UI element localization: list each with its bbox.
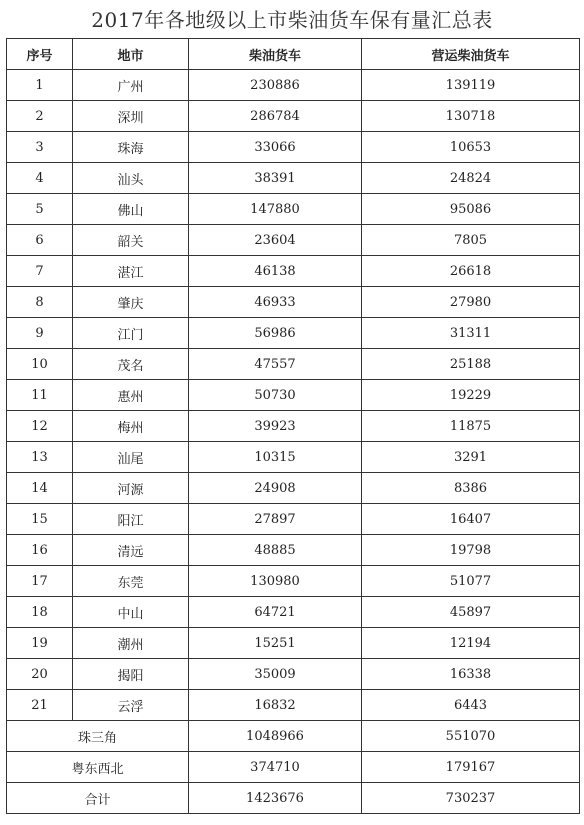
row-city: 梅州: [73, 411, 189, 442]
table-row: [7, 256, 580, 287]
table-row: [7, 349, 580, 380]
row-index: 17: [7, 566, 73, 597]
summary-commercial: 179167: [362, 752, 580, 783]
page-title: 2017年各地级以上市柴油货车保有量汇总表: [91, 8, 493, 32]
summary-row: [7, 721, 580, 752]
row-index: 1: [7, 70, 73, 101]
row-index: 2: [7, 101, 73, 132]
row-city: 清远: [73, 535, 189, 566]
table-row: [7, 566, 580, 597]
row-commercial: 10653: [362, 132, 580, 163]
row-diesel: 50730: [189, 380, 362, 411]
row-commercial: 16338: [362, 659, 580, 690]
row-index: 5: [7, 194, 73, 225]
table-header-row: [7, 39, 580, 70]
row-city: 河源: [73, 473, 189, 504]
row-index: 8: [7, 287, 73, 318]
row-index: 7: [7, 256, 73, 287]
table-row: [7, 504, 580, 535]
summary-commercial: 730237: [362, 783, 580, 814]
row-city: 揭阳: [73, 659, 189, 690]
row-index: 14: [7, 473, 73, 504]
row-diesel: 230886: [189, 70, 362, 101]
summary-label: 珠三角: [7, 721, 189, 752]
row-commercial: 24824: [362, 163, 580, 194]
row-commercial: 27980: [362, 287, 580, 318]
row-city: 中山: [73, 597, 189, 628]
table-row: [7, 318, 580, 349]
row-index: 18: [7, 597, 73, 628]
row-city: 深圳: [73, 101, 189, 132]
table-row: [7, 628, 580, 659]
row-commercial: 3291: [362, 442, 580, 473]
row-diesel: 15251: [189, 628, 362, 659]
row-commercial: 130718: [362, 101, 580, 132]
table-row: [7, 690, 580, 721]
row-index: 4: [7, 163, 73, 194]
table-row: [7, 597, 580, 628]
row-index: 9: [7, 318, 73, 349]
row-diesel: 48885: [189, 535, 362, 566]
row-city: 茂名: [73, 349, 189, 380]
row-commercial: 95086: [362, 194, 580, 225]
row-commercial: 25188: [362, 349, 580, 380]
table-row: [7, 225, 580, 256]
row-city: 惠州: [73, 380, 189, 411]
row-index: 3: [7, 132, 73, 163]
row-city: 韶关: [73, 225, 189, 256]
header-city: 地市: [73, 39, 189, 70]
row-city: 阳江: [73, 504, 189, 535]
row-city: 佛山: [73, 194, 189, 225]
row-city: 珠海: [73, 132, 189, 163]
row-diesel: 35009: [189, 659, 362, 690]
summary-label: 合计: [7, 783, 189, 814]
row-diesel: 16832: [189, 690, 362, 721]
row-commercial: 7805: [362, 225, 580, 256]
row-diesel: 64721: [189, 597, 362, 628]
row-index: 6: [7, 225, 73, 256]
row-diesel: 286784: [189, 101, 362, 132]
row-commercial: 139119: [362, 70, 580, 101]
summary-label: 粤东西北: [7, 752, 189, 783]
row-commercial: 51077: [362, 566, 580, 597]
header-diesel: 柴油货车: [189, 39, 362, 70]
row-city: 汕头: [73, 163, 189, 194]
row-commercial: 11875: [362, 411, 580, 442]
table-row: [7, 163, 580, 194]
row-diesel: 39923: [189, 411, 362, 442]
header-index: 序号: [7, 39, 73, 70]
row-city: 广州: [73, 70, 189, 101]
row-diesel: 27897: [189, 504, 362, 535]
row-index: 19: [7, 628, 73, 659]
row-diesel: 46933: [189, 287, 362, 318]
row-index: 16: [7, 535, 73, 566]
table-row: [7, 442, 580, 473]
summary-commercial: 551070: [362, 721, 580, 752]
table-row: [7, 194, 580, 225]
row-commercial: 26618: [362, 256, 580, 287]
summary-diesel: 1423676: [189, 783, 362, 814]
header-commercial: 营运柴油货车: [362, 39, 580, 70]
table-body: [7, 70, 580, 814]
row-index: 20: [7, 659, 73, 690]
row-commercial: 45897: [362, 597, 580, 628]
row-city: 东莞: [73, 566, 189, 597]
summary-row: [7, 783, 580, 814]
summary-diesel: 1048966: [189, 721, 362, 752]
row-city: 汕尾: [73, 442, 189, 473]
row-commercial: 19798: [362, 535, 580, 566]
row-diesel: 56986: [189, 318, 362, 349]
row-diesel: 33066: [189, 132, 362, 163]
summary-row: [7, 752, 580, 783]
table-row: [7, 132, 580, 163]
table-row: [7, 380, 580, 411]
table-row: [7, 535, 580, 566]
row-city: 潮州: [73, 628, 189, 659]
row-commercial: 19229: [362, 380, 580, 411]
diesel-truck-table: [6, 38, 580, 814]
row-index: 12: [7, 411, 73, 442]
row-diesel: 46138: [189, 256, 362, 287]
row-city: 江门: [73, 318, 189, 349]
table-row: [7, 101, 580, 132]
row-index: 15: [7, 504, 73, 535]
table-row: [7, 70, 580, 101]
row-commercial: 8386: [362, 473, 580, 504]
row-diesel: 10315: [189, 442, 362, 473]
row-commercial: 16407: [362, 504, 580, 535]
row-diesel: 38391: [189, 163, 362, 194]
row-diesel: 47557: [189, 349, 362, 380]
row-index: 13: [7, 442, 73, 473]
table-row: [7, 659, 580, 690]
row-city: 肇庆: [73, 287, 189, 318]
row-commercial: 31311: [362, 318, 580, 349]
row-index: 11: [7, 380, 73, 411]
table-row: [7, 473, 580, 504]
row-index: 21: [7, 690, 73, 721]
row-diesel: 24908: [189, 473, 362, 504]
row-city: 湛江: [73, 256, 189, 287]
row-diesel: 147880: [189, 194, 362, 225]
row-city: 云浮: [73, 690, 189, 721]
table-row: [7, 287, 580, 318]
row-index: 10: [7, 349, 73, 380]
table-row: [7, 411, 580, 442]
row-commercial: 12194: [362, 628, 580, 659]
row-diesel: 23604: [189, 225, 362, 256]
row-commercial: 6443: [362, 690, 580, 721]
row-diesel: 130980: [189, 566, 362, 597]
summary-diesel: 374710: [189, 752, 362, 783]
